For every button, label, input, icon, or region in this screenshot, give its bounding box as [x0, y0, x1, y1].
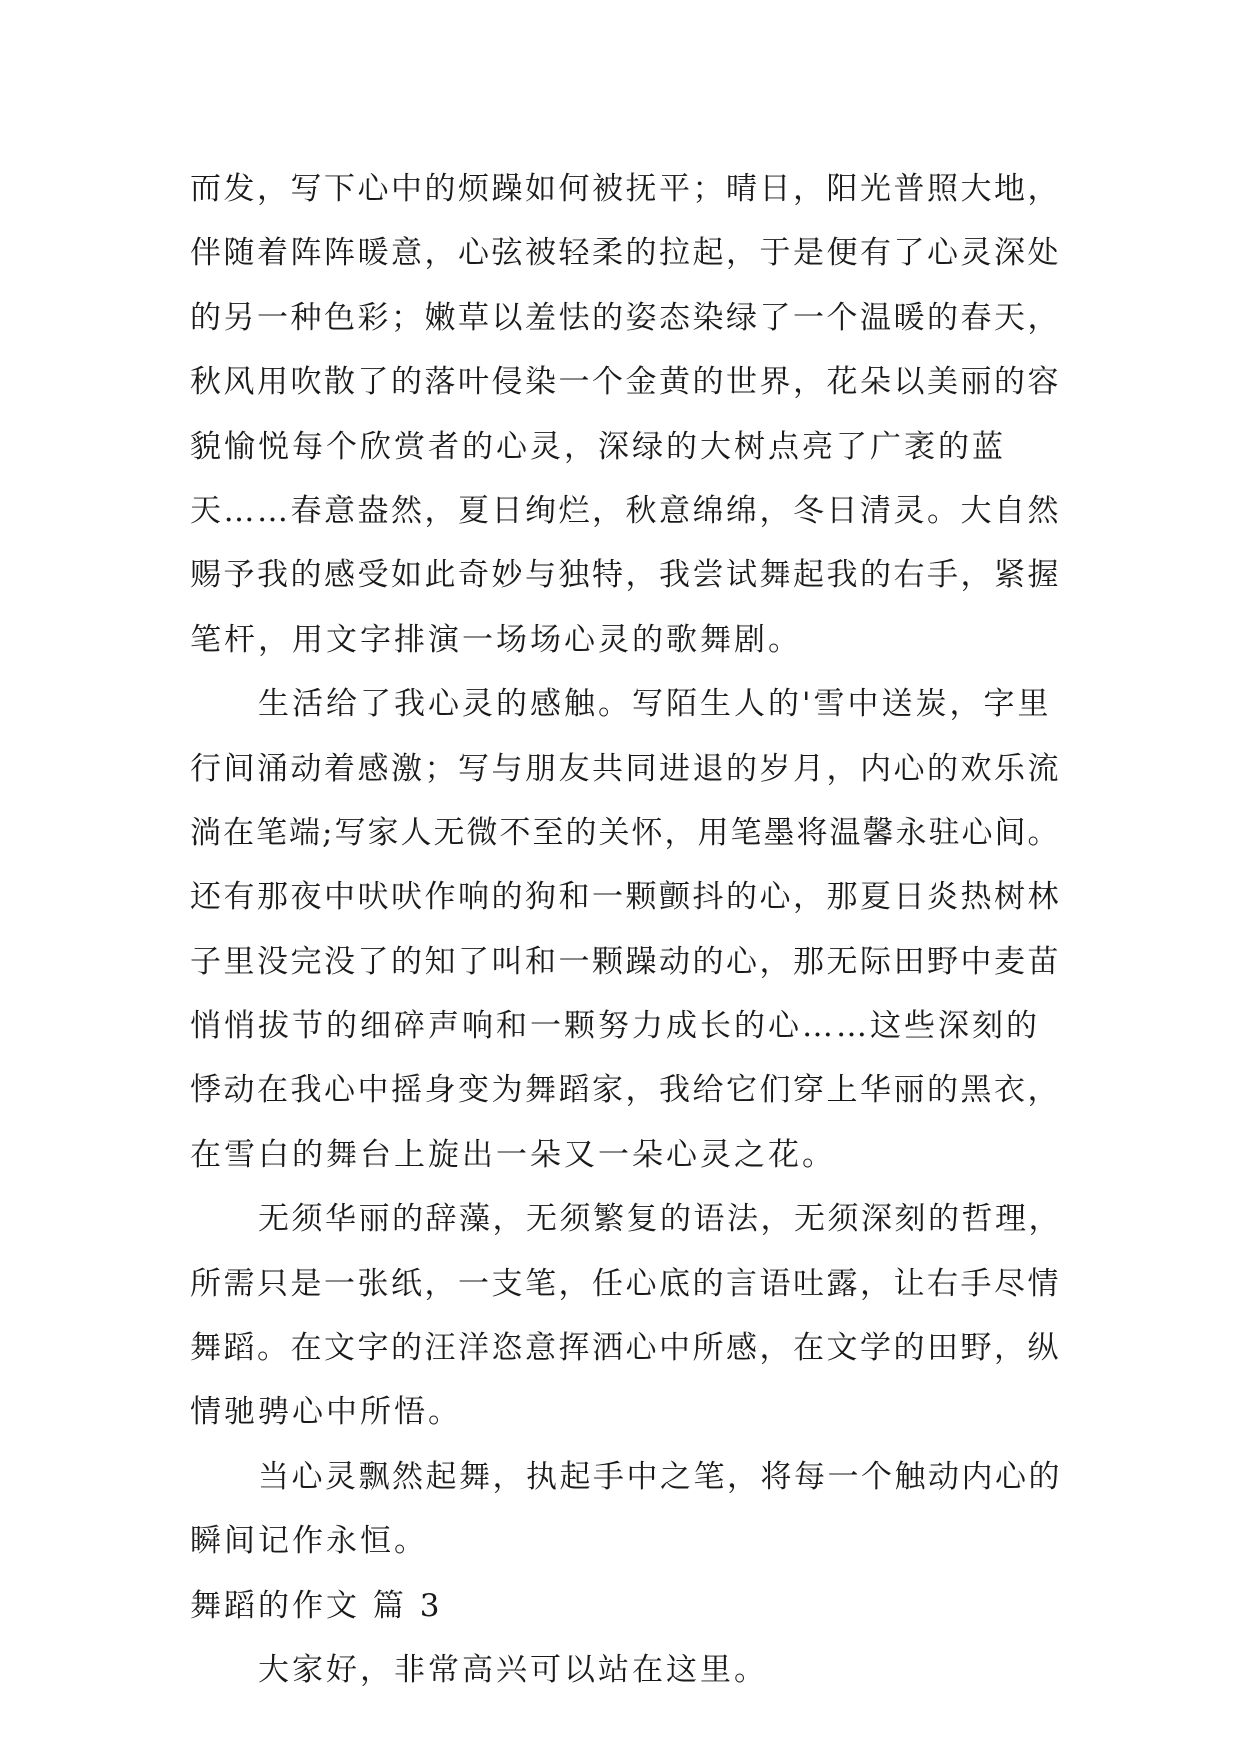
text-line: 天……春意盎然，夏日绚烂，秋意绵绵，冬日清灵。大自然	[190, 492, 1061, 529]
text-line: 瞬间记作永恒。	[190, 1523, 428, 1560]
text-line: 悄悄拔节的细碎声响和一颗努力成长的心……这些深刻的	[190, 1008, 1040, 1045]
text-line: 的另一种色彩；嫩草以羞怯的姿态染绿了一个温暖的春天，	[190, 299, 1061, 336]
text-line: 子里没完没了的知了叫和一颗躁动的心，那无际田野中麦苗	[190, 943, 1061, 980]
text-line: 所需只是一张纸，一支笔，任心底的言语吐露，让右手尽情	[190, 1265, 1061, 1302]
text-line: 无须华丽的辞藻，无须繁复的语法，无须深刻的哲理，	[258, 1201, 1062, 1238]
document-body	[190, 157, 1070, 1702]
text-line: 还有那夜中吠吠作响的狗和一颗颤抖的心，那夏日炎热树林	[190, 879, 1061, 916]
text-line: 行间涌动着感激；写与朋友共同进退的岁月，内心的欢乐流	[190, 750, 1061, 787]
text-line: 伴随着阵阵暖意，心弦被轻柔的拉起，于是便有了心灵深处	[190, 235, 1061, 272]
text-line: 舞蹈。在文字的汪洋恣意挥洒心中所感，在文学的田野，纵	[190, 1330, 1061, 1367]
text-line: 秋风用吹散了的落叶侵染一个金黄的世界，花朵以美丽的容	[190, 364, 1061, 401]
text-line: 淌在笔端;写家人无微不至的关怀，用笔墨将温馨永驻心间。	[190, 814, 1061, 851]
text-line: 大家好，非常高兴可以站在这里。	[258, 1651, 768, 1688]
text-line: 当心灵飘然起舞，执起手中之笔，将每一个触动内心的	[258, 1458, 1062, 1495]
text-line: 貌愉悦每个欣赏者的心灵，深绿的大树点亮了广袤的蓝	[190, 428, 1006, 465]
section-heading: 舞蹈的作文 篇 3	[190, 1587, 443, 1624]
text-line: 笔杆，用文字排演一场场心灵的歌舞剧。	[190, 621, 802, 658]
text-line: 悸动在我心中摇身变为舞蹈家，我给它们穿上华丽的黑衣，	[190, 1072, 1061, 1109]
text-line: 赐予我的感受如此奇妙与独特，我尝试舞起我的右手，紧握	[190, 557, 1061, 594]
text-line: 生活给了我心灵的感触。写陌生人的'雪中送炭，字里	[258, 686, 1052, 723]
text-line: 情驰骋心中所悟。	[190, 1394, 462, 1431]
text-line: 而发，写下心中的烦躁如何被抚平；晴日，阳光普照大地，	[190, 171, 1061, 207]
text-line: 在雪白的舞台上旋出一朵又一朵心灵之花。	[190, 1136, 836, 1173]
